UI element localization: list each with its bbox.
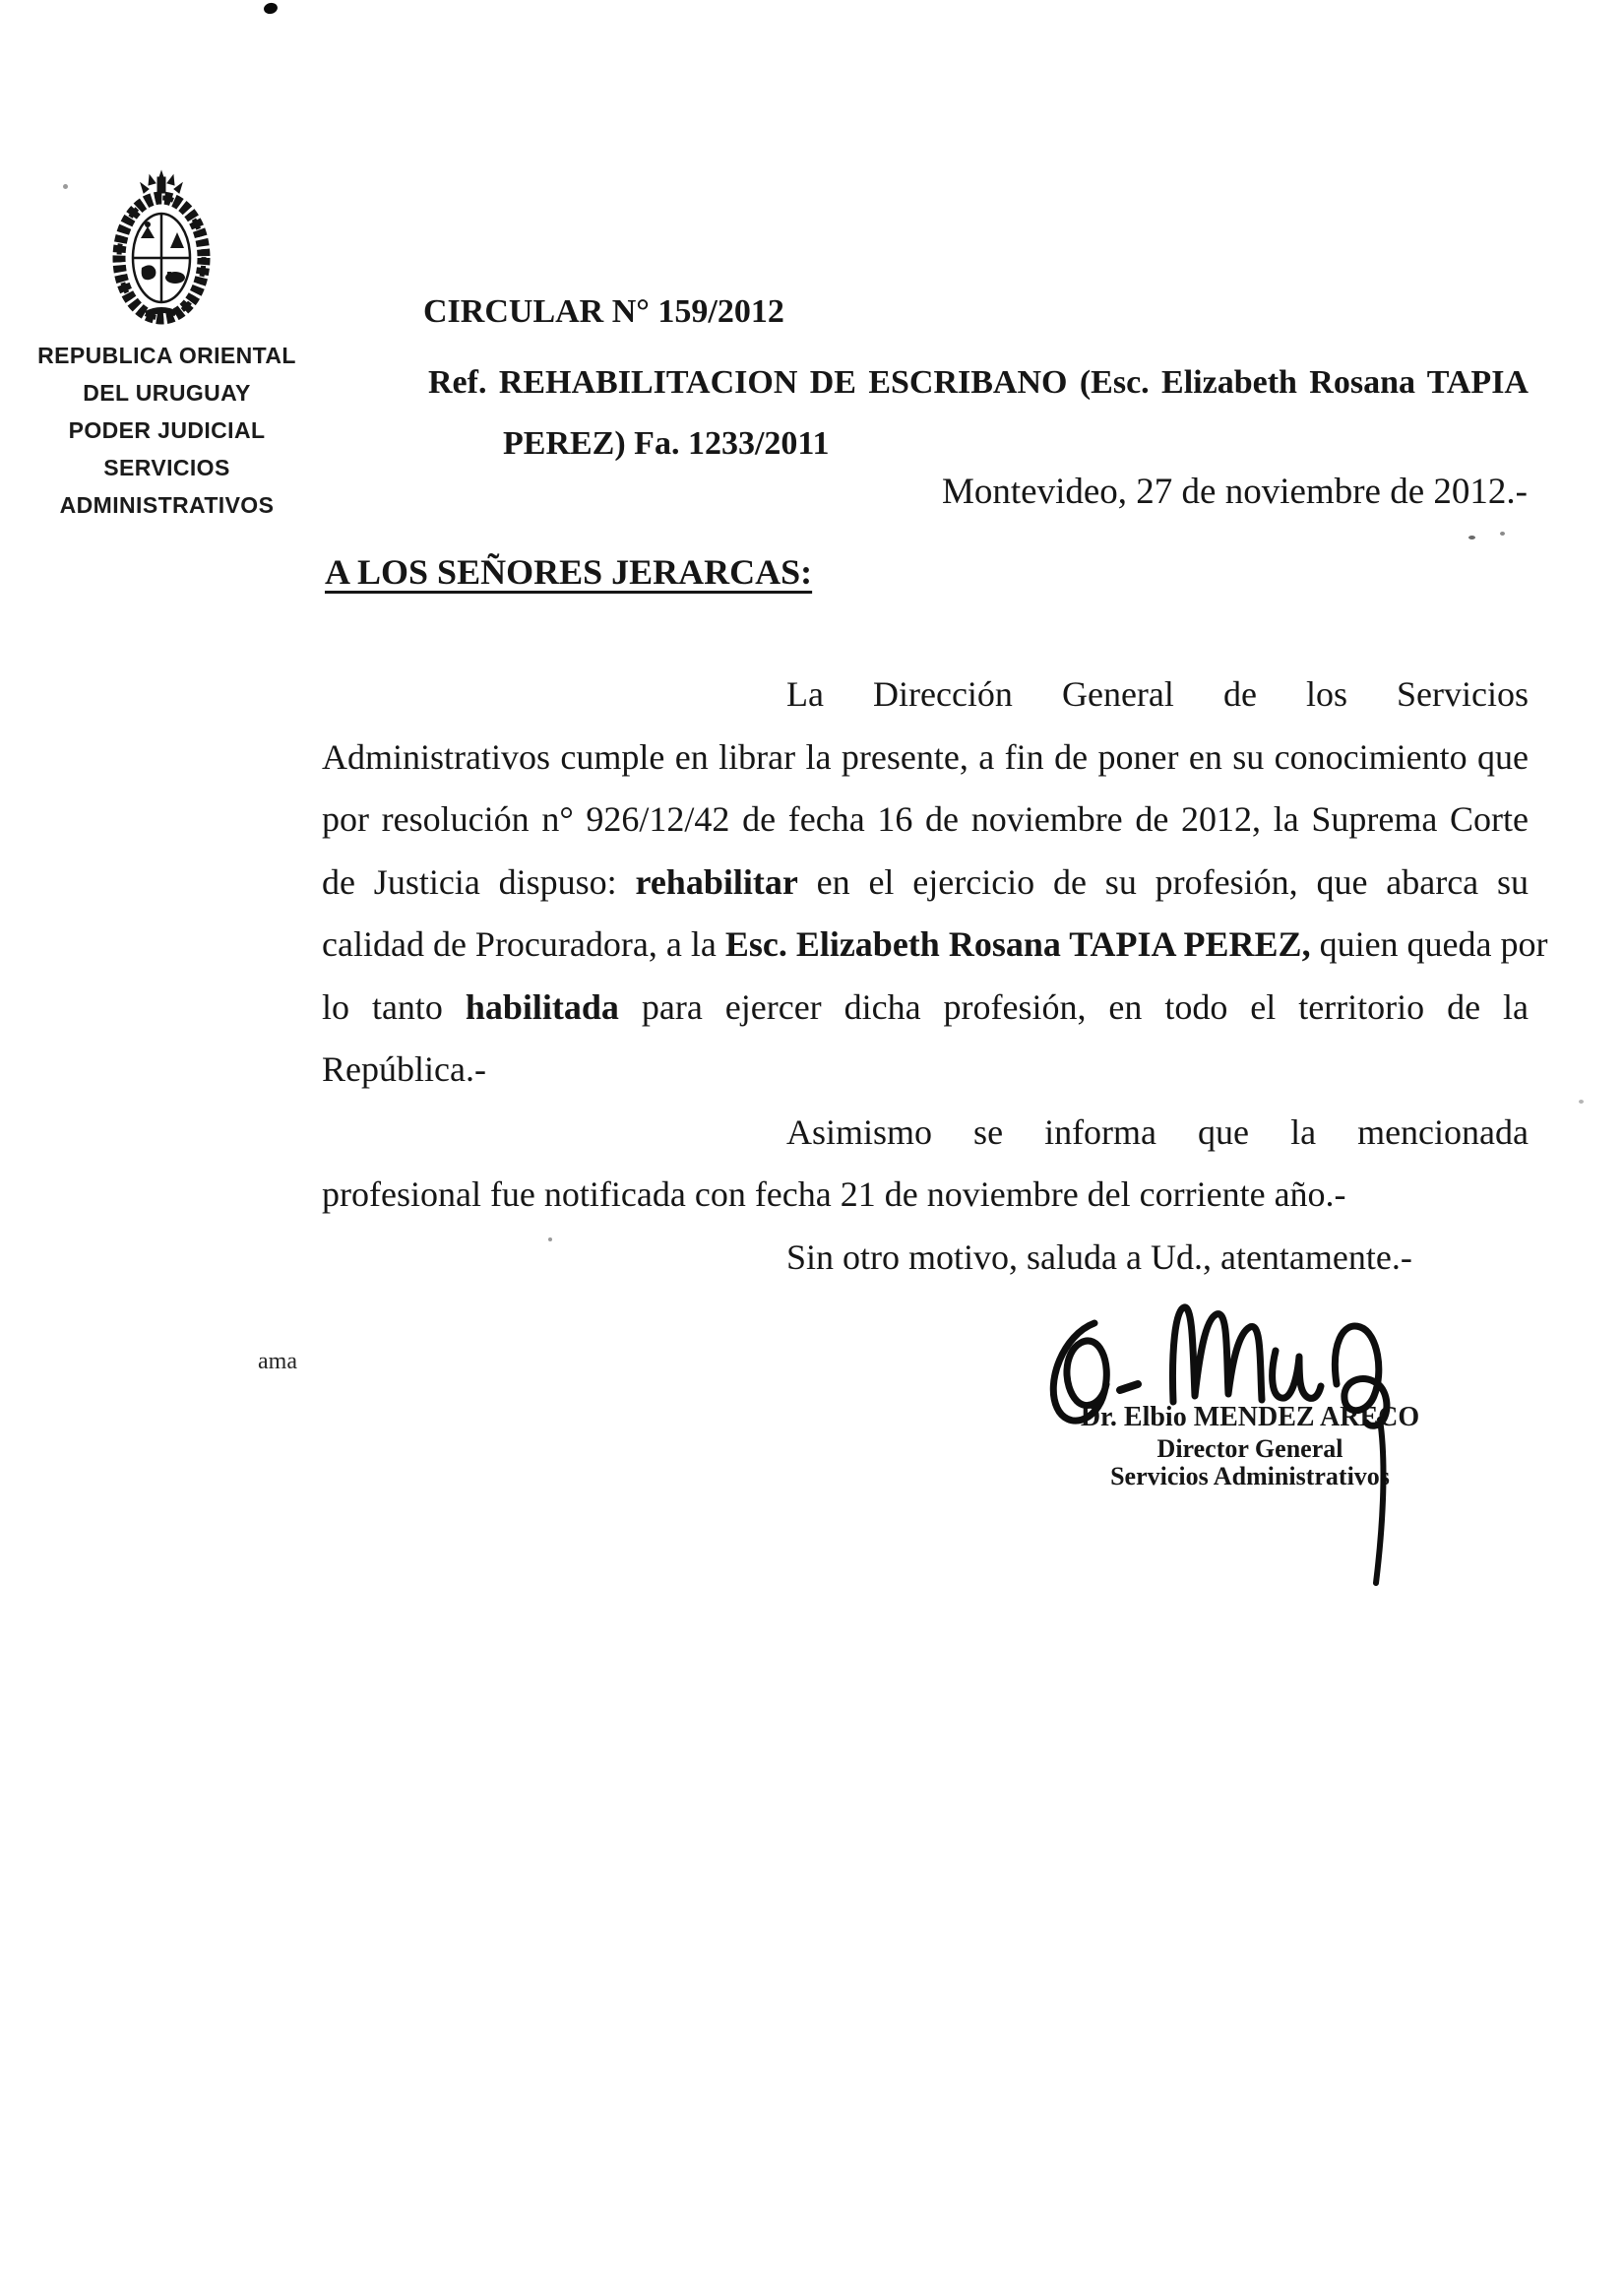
ink-speck	[263, 2, 279, 16]
bold-emphasis: rehabilitar	[635, 861, 798, 902]
salutation: A LOS SEÑORES JERARCAS:	[325, 552, 813, 592]
handwritten-signature-icon	[1024, 1282, 1437, 1607]
circular-number-heading: CIRCULAR N° 159/2012	[423, 293, 784, 330]
org-line: SERVICIOS	[103, 455, 230, 480]
scan-speck	[63, 184, 68, 189]
body-line: Asimismo se informa que la mencionada	[786, 1111, 1529, 1152]
body-line: República.-	[322, 1049, 486, 1089]
reference-line: Ref. REHABILITACION DE ESCRIBANO (Esc. Elizabeth Rosana TAPIA	[428, 364, 1529, 401]
body-line: lo tanto habilitada para ejercer dicha profesión, en todo el territorio de la	[322, 986, 1529, 1027]
reference-line: PEREZ) Fa. 1233/2011	[503, 425, 830, 462]
letter-body	[322, 664, 1548, 1289]
letterhead-org-block	[22, 337, 312, 524]
signatory-name: Dr. Elbio MENDEZ ARECO	[1080, 1402, 1420, 1432]
reference-block	[428, 352, 1529, 475]
body-line: por resolución n° 926/12/42 de fecha 16 de noviembre de 2012, la Suprema Corte	[322, 799, 1529, 839]
body-line: Administrativos cumple en librar la presente, a fin de poner en su conocimiento que	[322, 736, 1529, 777]
org-line: PODER JUDICIAL	[68, 417, 266, 443]
typist-initials: ama	[258, 1349, 297, 1374]
scan-speck	[1579, 1100, 1584, 1104]
signatory-title: Director General	[1156, 1434, 1343, 1463]
scan-speck	[1500, 532, 1505, 536]
body-line: La Dirección General de los Servicios	[786, 674, 1529, 714]
body-line: Sin otro motivo, saluda a Ud., atentamente.-	[786, 1236, 1412, 1277]
signatory-org: Servicios Administrativos	[1110, 1462, 1390, 1490]
dateline: Montevideo, 27 de noviembre de 2012.-	[942, 472, 1528, 512]
org-line: DEL URUGUAY	[83, 380, 251, 406]
uruguay-coat-of-arms-icon	[108, 169, 215, 325]
org-line: ADMINISTRATIVOS	[59, 492, 275, 518]
body-line: calidad de Procuradora, a la Esc. Elizabeth Rosana TAPIA PEREZ, quien queda por	[322, 924, 1548, 964]
org-line: REPUBLICA ORIENTAL	[37, 343, 296, 368]
scan-speck	[1468, 536, 1475, 539]
body-line: de Justicia dispuso: rehabilitar en el ejercicio de su profesión, que abarca su	[322, 861, 1530, 902]
body-line: profesional fue notificada con fecha 21 de noviembre del corriente año.-	[322, 1174, 1346, 1214]
bold-emphasis: habilitada	[465, 986, 619, 1027]
bold-emphasis: Esc. Elizabeth Rosana TAPIA PEREZ,	[724, 924, 1311, 964]
